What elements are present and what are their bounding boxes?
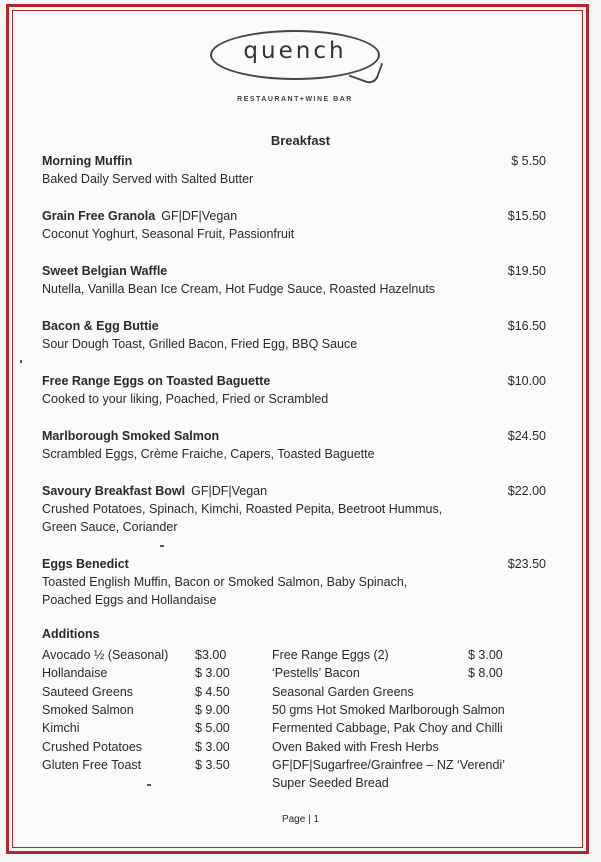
menu-item-dietary-tags: GF|DF|Vegan bbox=[191, 484, 268, 498]
addition-price: $ 4.50 bbox=[195, 684, 230, 699]
menu-item-price: $24.50 bbox=[507, 429, 546, 443]
addition-detail: ‘Pestells’ Bacon bbox=[272, 666, 360, 681]
addition-detail: Super Seeded Bread bbox=[272, 776, 389, 791]
menu-item bbox=[42, 482, 552, 536]
addition-name: Smoked Salmon bbox=[42, 702, 134, 717]
menu-item-name: Sweet Belgian Waffle bbox=[42, 264, 168, 278]
menu-item bbox=[42, 427, 552, 463]
menu-item-name: Eggs Benedict bbox=[42, 557, 129, 571]
menu-item bbox=[42, 555, 552, 609]
page-number: Page | 1 bbox=[281, 814, 320, 825]
menu-item-description: Coconut Yoghurt, Seasonal Fruit, Passionfruit bbox=[42, 227, 295, 241]
menu-item-title bbox=[42, 317, 552, 335]
addition-name: Hollandaise bbox=[42, 666, 108, 681]
additions-row bbox=[42, 701, 552, 719]
addition-name: Gluten Free Toast bbox=[42, 757, 142, 772]
addition-price: $ 5.00 bbox=[195, 721, 230, 736]
menu-item-title bbox=[42, 262, 552, 280]
addition-price: $ 9.00 bbox=[195, 702, 230, 717]
menu-item-price: $23.50 bbox=[507, 557, 546, 571]
addition-name: Crushed Potatoes bbox=[42, 739, 143, 754]
logo-tagline: RESTAURANT+WINE BAR bbox=[237, 96, 353, 103]
addition-detail: GF|DF|Sugarfree/Grainfree – NZ ‘Verendi’ bbox=[272, 757, 505, 772]
menu-item-name: Savoury Breakfast Bowl bbox=[42, 484, 186, 498]
addition-detail: 50 gms Hot Smoked Marlborough Salmon bbox=[272, 702, 505, 717]
addition-detail: Fermented Cabbage, Pak Choy and Chilli bbox=[272, 721, 503, 736]
additions-row bbox=[42, 738, 552, 756]
addition-price: $ 3.00 bbox=[195, 739, 230, 754]
additions-row bbox=[42, 756, 552, 774]
additions-row bbox=[42, 719, 552, 737]
menu-item bbox=[42, 152, 552, 188]
section-title: Breakfast bbox=[270, 133, 331, 148]
menu-item-price: $ 5.50 bbox=[511, 154, 546, 168]
menu-item bbox=[42, 207, 552, 243]
addition-price: $ 3.50 bbox=[195, 757, 230, 772]
menu-item-description: Crushed Potatoes, Spinach, Kimchi, Roasted Pepita, Beetroot Hummus, bbox=[42, 502, 443, 516]
additions-row bbox=[42, 774, 552, 792]
additions-title: Additions bbox=[42, 627, 100, 641]
addition-name: Kimchi bbox=[42, 721, 80, 736]
quench-logo bbox=[0, 0, 601, 110]
menu-item-description: Baked Daily Served with Salted Butter bbox=[42, 172, 254, 186]
scan-speck bbox=[160, 545, 164, 547]
addition-detail: Seasonal Garden Greens bbox=[272, 684, 414, 699]
menu-item-description: Cooked to your liking, Poached, Fried or Scrambled bbox=[42, 392, 329, 406]
addition-detail-price: $ 3.00 bbox=[468, 648, 503, 662]
menu-item-name: Grain Free Granola bbox=[42, 209, 156, 223]
menu-item-description: Sour Dough Toast, Grilled Bacon, Fried Egg, BBQ Sauce bbox=[42, 337, 358, 351]
menu-item-title bbox=[42, 482, 552, 500]
menu-item bbox=[42, 317, 552, 353]
menu-item-title bbox=[42, 555, 552, 573]
menu-item-dietary-tags: GF|DF|Vegan bbox=[161, 209, 238, 223]
menu-item-price: $22.00 bbox=[507, 484, 546, 498]
logo-wordmark: quench bbox=[243, 38, 347, 64]
menu-item-name: Free Range Eggs on Toasted Baguette bbox=[42, 374, 271, 388]
menu-item-description: Poached Eggs and Hollandaise bbox=[42, 593, 217, 607]
addition-price: $ 3.00 bbox=[195, 666, 230, 681]
menu-item-title bbox=[42, 152, 552, 170]
menu-item-description: Nutella, Vanilla Bean Ice Cream, Hot Fudge Sauce, Roasted Hazelnuts bbox=[42, 282, 436, 296]
addition-name: Sauteed Greens bbox=[42, 684, 134, 699]
menu-item-price: $10.00 bbox=[507, 374, 546, 388]
menu-item-name: Bacon & Egg Buttie bbox=[42, 319, 159, 333]
scan-speck bbox=[20, 360, 22, 363]
menu-item-title bbox=[42, 372, 552, 390]
addition-detail: Free Range Eggs (2) bbox=[272, 648, 389, 662]
additions-row bbox=[42, 664, 552, 682]
menu-item-name: Morning Muffin bbox=[42, 154, 133, 168]
menu-item-price: $19.50 bbox=[507, 264, 546, 278]
menu-item-name: Marlborough Smoked Salmon bbox=[42, 429, 220, 443]
menu-item-description: Green Sauce, Coriander bbox=[42, 520, 178, 534]
scan-speck bbox=[147, 784, 151, 786]
addition-detail: Oven Baked with Fresh Herbs bbox=[272, 739, 439, 754]
menu-item-price: $15.50 bbox=[507, 209, 546, 223]
menu-item-price: $16.50 bbox=[507, 319, 546, 333]
additions-row bbox=[42, 646, 552, 664]
addition-name: Avocado ½ (Seasonal) bbox=[42, 648, 169, 662]
menu-item bbox=[42, 372, 552, 408]
menu-item-title bbox=[42, 427, 552, 445]
addition-detail-price: $ 8.00 bbox=[468, 666, 503, 681]
menu-item-description: Toasted English Muffin, Bacon or Smoked Salmon, Baby Spinach, bbox=[42, 575, 408, 589]
additions-row bbox=[42, 683, 552, 701]
menu-item-title bbox=[42, 207, 552, 225]
menu-item bbox=[42, 262, 552, 298]
addition-price: $3.00 bbox=[195, 648, 227, 662]
menu-item-description: Scrambled Eggs, Crème Fraiche, Capers, Toasted Baguette bbox=[42, 447, 375, 461]
